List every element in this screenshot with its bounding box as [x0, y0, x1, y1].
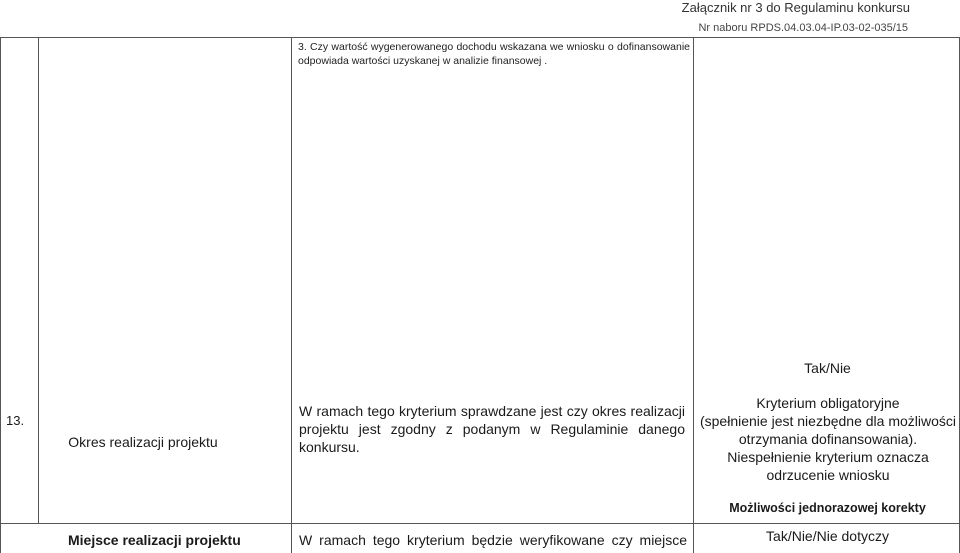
criterion-description: W ramach tego kryterium będzie weryfikowane czy miejsce: [299, 532, 687, 548]
column-divider-name: [291, 37, 292, 553]
criterion-name: Okres realizacji projektu: [68, 434, 218, 450]
criterion-detail-line: Niespełnienie kryterium oznacza: [727, 449, 929, 465]
criterion-detail-line: odrzucenie wniosku: [766, 467, 890, 483]
column-divider-number: [38, 37, 39, 523]
criterion-detail-line: (spełnienie jest niezbędne dla możliwości: [699, 413, 957, 429]
criterion-scoring-heading: Tak/Nie/Nie dotyczy: [766, 528, 889, 544]
table-left-border: [0, 37, 1, 553]
criterion-scoring-heading: Tak/Nie: [804, 360, 851, 376]
correction-possibility-heading: Możliwości jednorazowej korekty: [729, 501, 926, 515]
criterion-detail-line: Kryterium obligatoryjne: [756, 395, 900, 411]
call-reference-number: Nr naboru RPDS.04.03.04-IP.03-02-035/15: [698, 22, 908, 34]
criterion-detail-line: otrzymania dofinansowania).: [738, 431, 918, 447]
criterion-scoring-details: [697, 394, 959, 484]
criterion-name: Miejsce realizacji projektu: [68, 532, 241, 548]
table-top-border: [0, 37, 960, 38]
row-divider: [0, 523, 960, 524]
document-attachment-title: Załącznik nr 3 do Regulaminu konkursu: [681, 0, 910, 15]
criterion-number: 13.: [6, 413, 25, 428]
column-divider-description: [693, 37, 694, 553]
previous-criterion-question: 3. Czy wartość wygenerowanego dochodu wskazana we wniosku o dofinansowanie odpowiada wartości uzyskanej w analizie finansowej .: [298, 41, 690, 67]
criterion-description: W ramach tego kryterium sprawdzane jest czy okres realizacji projektu jest zgodny z podanym w Regulaminie danego konkursu.: [299, 403, 685, 455]
